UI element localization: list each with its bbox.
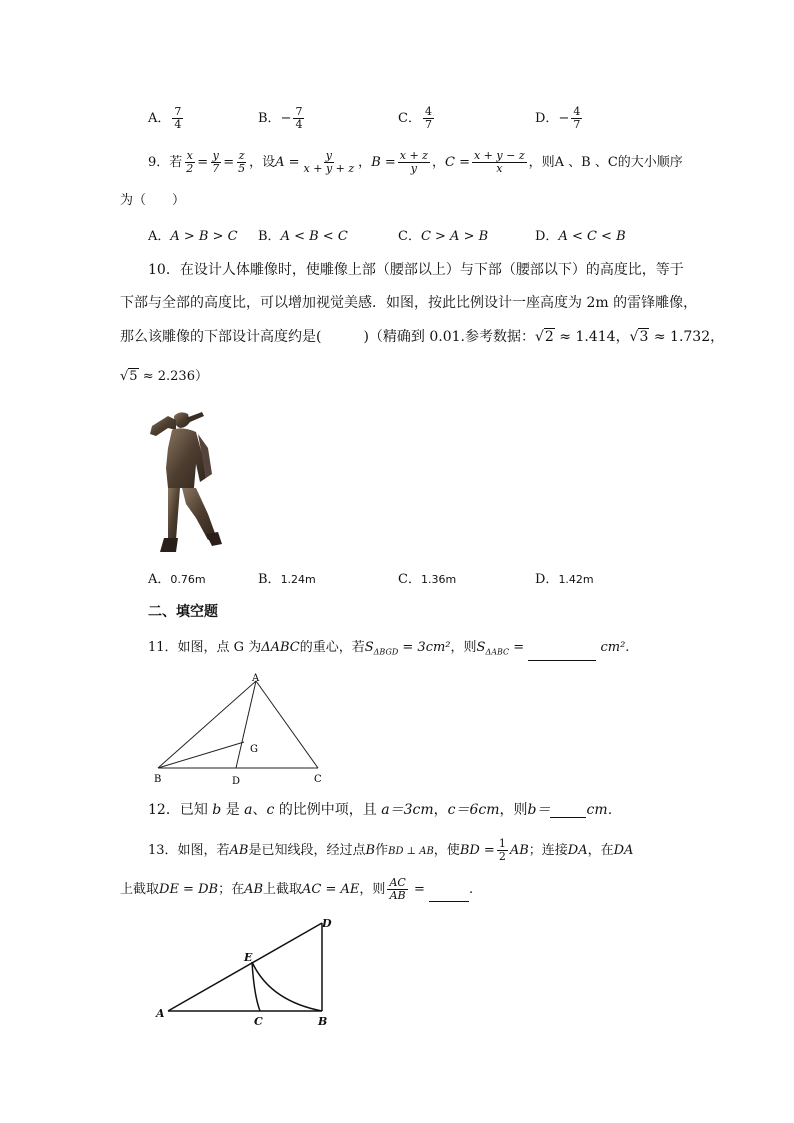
q10-line3: 那么该雕像的下部设计高度约是( )（精确到 0.01.参考数据：√2 ≈ 1.414，√3 ≈ 1.732， bbox=[120, 329, 725, 345]
q11-label-d: D bbox=[232, 776, 241, 786]
q11-label-b: B bbox=[154, 774, 162, 785]
q13-label-c: C bbox=[254, 1015, 263, 1027]
q9-line2: 为（ ） bbox=[120, 193, 186, 208]
q11-text: 11．如图，点 G 为ΔABC的重心，若$S_{\Delta BGD} = 3cm^2$，则$S_{\Delta ABC} = cm^2$. bbox=[148, 640, 629, 661]
q11-triangle-figure bbox=[150, 672, 330, 786]
q13-line2: 上截取DE = DB；在AB上截取AC = AE，则 $\frac{AC}{AB}$ = . bbox=[120, 876, 474, 902]
q13-line1: 13．如图，若AB是已知线段，经过点B作BD ⊥ AB，使BD = $\frac{1}{2}$ AB；连接DA，在DA bbox=[148, 837, 634, 863]
q10-option-d: D．1.42m bbox=[535, 572, 594, 587]
q13-label-e: E bbox=[244, 951, 253, 964]
q8-option-b: B．− $\frac{7}{4}$ bbox=[258, 105, 303, 131]
q10-line1: 10．在设计人体雕像时，使雕像上部（腰部以上）与下部（腰部以下）的高度比，等于 bbox=[148, 262, 684, 278]
q13-label-d: D bbox=[322, 917, 332, 930]
q9-option-b: B．A < B < C bbox=[258, 229, 348, 244]
q10-option-a: A．0.76m bbox=[148, 572, 206, 587]
q13-answer-blank[interactable] bbox=[429, 887, 469, 902]
q11-answer-blank[interactable] bbox=[528, 646, 596, 661]
q9-option-a: A．A > B > C bbox=[148, 229, 238, 244]
q13-label-b: B bbox=[318, 1015, 328, 1027]
q11-label-a: A bbox=[252, 673, 260, 684]
q11-label-c: C bbox=[314, 774, 322, 785]
q12-answer-blank[interactable] bbox=[550, 803, 586, 818]
q10-option-b: B．1.24m bbox=[258, 572, 316, 587]
q13-label-a: A bbox=[156, 1007, 165, 1020]
statue-figure bbox=[146, 408, 222, 556]
q8-option-c: C． $\frac{4}{7}$ bbox=[398, 105, 432, 131]
q9-option-c: C．C > A > B bbox=[398, 229, 489, 244]
q13-figure bbox=[150, 915, 340, 1027]
q10-line4: √5 ≈ 2.236） bbox=[120, 369, 208, 384]
q9-option-d: D．A < C < B bbox=[535, 229, 626, 244]
q10-line2: 下部与全部的高度比，可以增加视觉美感．如图，按此比例设计一座高度为 2m 的雷锋雕像， bbox=[120, 295, 698, 311]
q11-label-g: G bbox=[250, 744, 258, 755]
q10-option-c: C．1.36m bbox=[398, 572, 457, 587]
q12-text: 12．已知 b 是 a、c 的比例中项，且 a＝3cm，c＝6cm，则b＝ cm． bbox=[148, 802, 622, 818]
q8-option-d: D．− $\frac{4}{7}$ bbox=[535, 105, 581, 131]
q8-option-a: A． $\frac{7}{4}$ bbox=[148, 105, 182, 131]
q9-line1: 9．若 $\frac{x}{2}$ = $\frac{y}{7}$ = $\frac{z}{5}$ ，设A = $\frac{y}{x + y + z}$ ，B = $\frac{x + z}{y}$ ，C = $\frac{x + y - z}{x}$ ，则A 、B 、C的大小顺序 bbox=[148, 149, 683, 175]
section-title-fill-in: 二、填空题 bbox=[148, 604, 218, 620]
